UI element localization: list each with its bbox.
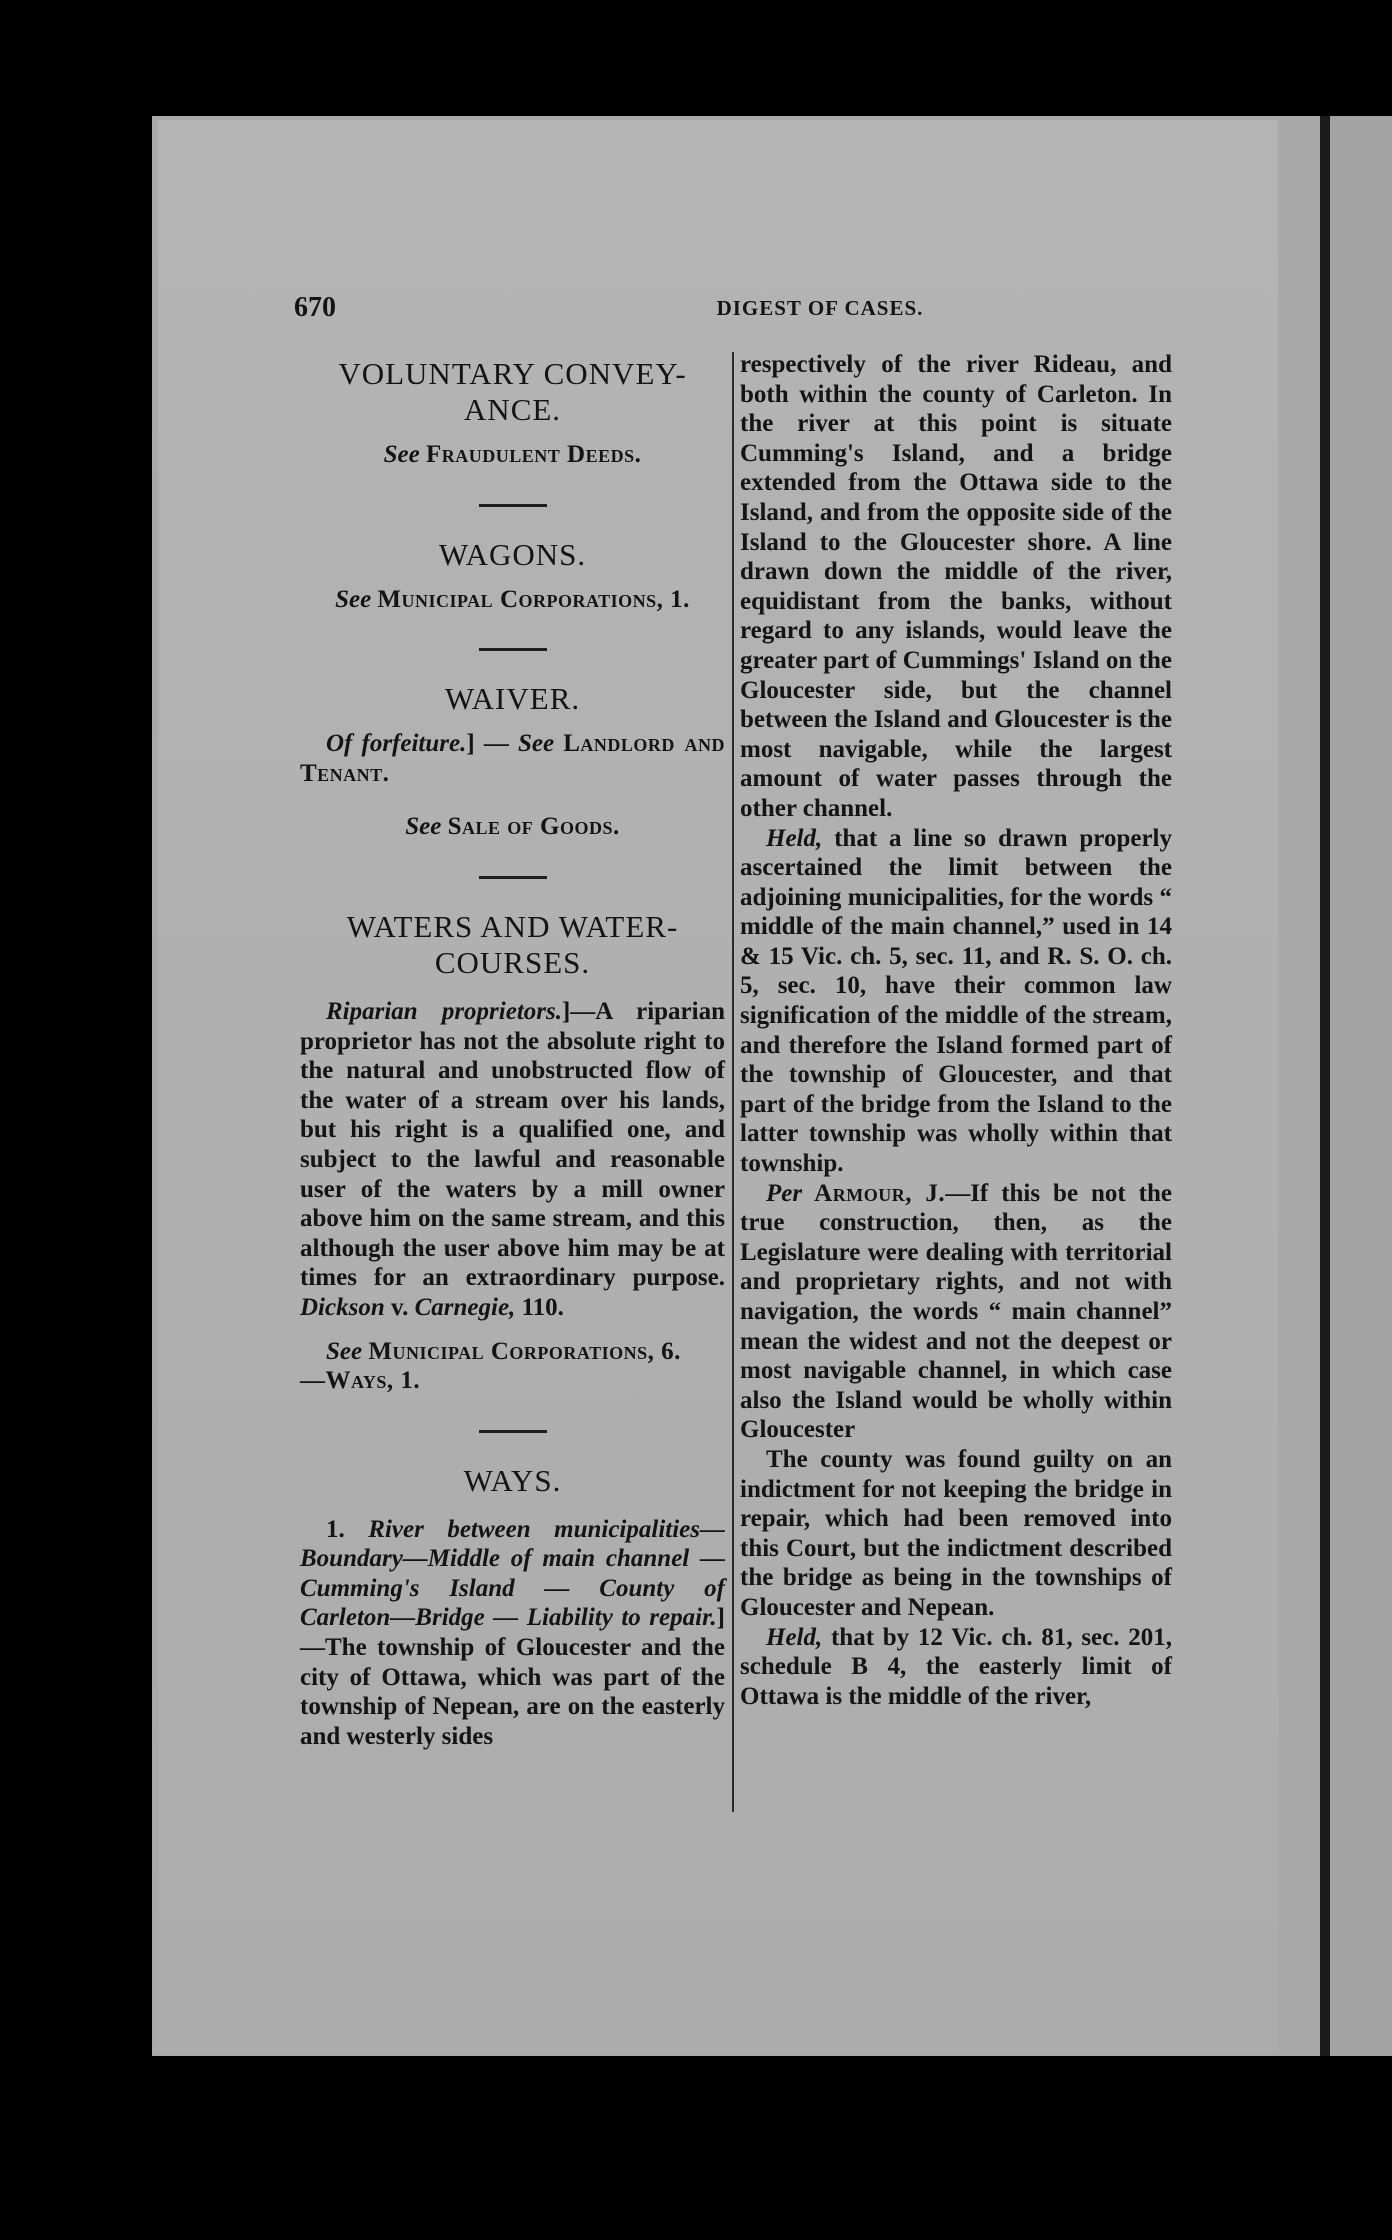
- entry-subject-italic: River between municipalities—Boundary—Middle of main channel — Cumming's Island — County of Carleton—Bridge — Liability to repair.: [300, 1515, 725, 1632]
- cross-reference: [300, 1337, 725, 1396]
- see-label: See: [383, 441, 420, 468]
- see-label: See: [326, 1337, 363, 1365]
- case-party-2: Carnegie,: [414, 1293, 516, 1321]
- heading-line-1: VOLUNTARY CONVEY-: [338, 356, 687, 391]
- page-header: [294, 292, 1346, 332]
- column-rule: [732, 352, 734, 1812]
- heading-line-1: WATERS AND WATER-: [346, 908, 679, 944]
- entry-wagons: [300, 537, 725, 615]
- armour-paragraph: [740, 1179, 1172, 1445]
- see-label: See: [405, 813, 442, 841]
- left-column: [300, 350, 725, 1810]
- case-party-1: Dickson: [300, 1293, 385, 1321]
- see-ref: Fraudulent Deeds.: [426, 441, 642, 468]
- case-page: 110.: [515, 1293, 564, 1321]
- continuation-paragraph: respectively of the river Rideau, and both within the county of Carleton. In the river at this point is situate Cumming's Island, and a bridge extended from the Ottawa side to the Island, and from the opposite side of the Island to the Gloucester shore. A line drawn down the middle of the river, equidistant from the banks, without regard to any islands, would leave the greater part of Cummings' Island on the Gloucester side, but the channel between the Island and Gloucester is the most navigable, while the largest amount of water passes through the other channel.: [740, 351, 1172, 822]
- see-ref-2: —Ways, 1.: [300, 1367, 421, 1395]
- paragraph-body: that by 12 Vic. ch. 81, sec. 201, schedule B 4, the easterly limit of Ottawa is the middle of the river,: [740, 1623, 1172, 1710]
- ways-entry-1: [300, 1515, 725, 1752]
- entry-voluntary-conveyance: [300, 356, 725, 470]
- heading-line-2: ANCE.: [463, 392, 562, 427]
- cross-reference: [300, 812, 725, 842]
- heading-voluntary-conveyance: [300, 356, 725, 428]
- case-v: v.: [384, 1293, 415, 1321]
- entry-waters-and-watercourses: [300, 909, 725, 1396]
- heading-wagons: WAGONS.: [438, 536, 587, 572]
- held-label: Held,: [766, 824, 823, 852]
- held-label: Held,: [766, 1623, 823, 1651]
- waiver-forfeiture-ref: [300, 729, 725, 788]
- next-page-edge: [1320, 116, 1392, 2056]
- county-paragraph: The county was found guilty on an indictment for not keeping the bridge in repair, which had been removed into this Court, but the indictment described the bridge as being in the townships of Gloucester and Nepean.: [740, 1445, 1172, 1621]
- running-head: DIGEST OF CASES.: [716, 296, 924, 320]
- section-divider: [479, 876, 547, 879]
- riparian-paragraph: [300, 997, 725, 1323]
- see-ref: Municipal Corporations, 1.: [377, 585, 690, 613]
- heading-ways: WAYS.: [463, 1462, 562, 1498]
- heading-waiver: WAIVER.: [444, 681, 581, 717]
- see-ref: Landlord and Tenant.: [300, 730, 726, 787]
- subject-italic: Riparian proprietors.: [326, 997, 562, 1025]
- section-divider: [479, 504, 547, 507]
- page-number: 670: [294, 292, 336, 323]
- section-divider: [479, 1430, 547, 1433]
- paragraph-body: —If this be not the true construction, then, as the Legislature were dealing with territorial and proprietary rights, and not with navigation, the words “ main channel” mean the widest and not the deepest or most navigable channel, in which case also the Island would be wholly within Gloucester: [740, 1179, 1173, 1444]
- held-paragraph-2: [740, 1623, 1172, 1712]
- cross-reference: [300, 440, 725, 470]
- subject-italic: Of forfeiture.: [326, 730, 467, 758]
- see-label: See: [517, 730, 555, 758]
- entry-body: ]—The township of Gloucester and the city of Ottawa, which was part of the township of Nepean, are on the easterly and westerly sides: [300, 1604, 725, 1750]
- paragraph-body: ]—A riparian proprietor has not the absolute right to the natural and unobstructed flow of the water of a stream over his lands, but his right is a qualified one, and subject to the lawful and reasonable user of the waters by a mill owner above him on the same stream, and this although the user above him may be at times for an extraordinary purpose.: [300, 997, 725, 1292]
- heading-line-2: COURSES.: [434, 944, 591, 980]
- per-label: Per: [766, 1179, 803, 1207]
- right-column: [740, 350, 1172, 1810]
- entry-number: 1.: [326, 1515, 345, 1543]
- paragraph-body: that a line so drawn properly ascertained the limit between the adjoining municipalities, for the words “ middle of the main channel,” used in 14 & 15 Vic. ch. 5, sec. 11, and R. S. O. ch. 5, sec. 10, have their common law signification of the middle of the stream, and therefore the Island formed part of the township of Gloucester, and that part of the bridge from the Island to the latter township was wholly within that township.: [740, 824, 1172, 1178]
- section-divider: [479, 648, 547, 651]
- see-ref: Municipal Corporations, 6.: [368, 1337, 681, 1365]
- see-ref: Sale of Goods.: [447, 813, 620, 841]
- separator: ] —: [466, 730, 518, 758]
- cross-reference: [300, 585, 725, 615]
- see-label: See: [335, 585, 372, 613]
- entry-ways: [300, 1463, 725, 1752]
- entry-waiver: [300, 681, 725, 842]
- held-paragraph: [740, 824, 1172, 1179]
- heading-waters-and-watercourses: [300, 909, 725, 981]
- judge-name: Armour, J.: [802, 1179, 946, 1207]
